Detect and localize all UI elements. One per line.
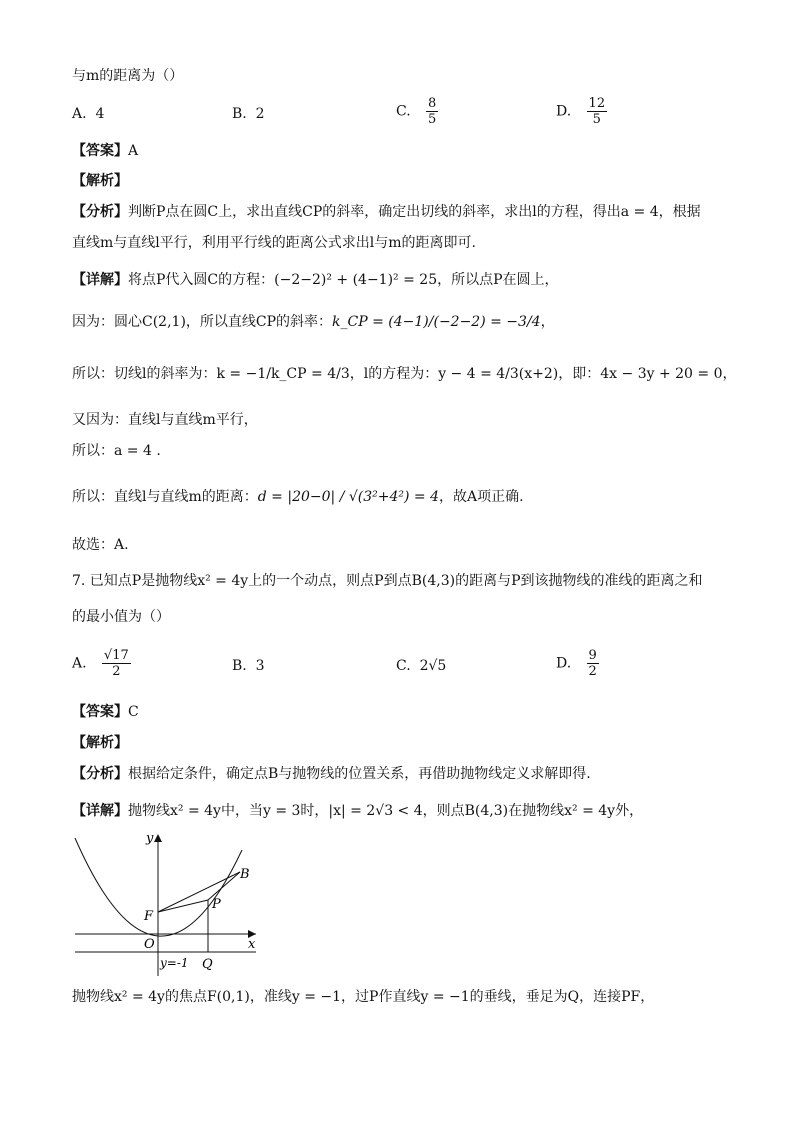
q6-because-line: 因为：圆心C(2,1)，所以直线CP的斜率：k_CP = (4−1)/(−2−2) = −3/4， <box>72 314 555 330</box>
y-axis-arrow <box>154 834 162 842</box>
q7-option-b: B. 3 <box>232 658 265 674</box>
q6-option-d: D. $\frac{12}{5}$ <box>556 96 606 127</box>
q6-stem-tail: 与m的距离为（） <box>72 68 184 84</box>
parabola-figure <box>70 828 270 978</box>
label-q: Q <box>202 957 213 972</box>
q7-option-c: C. 2√5 <box>396 658 447 674</box>
label-directrix: y=-1 <box>160 956 189 970</box>
q6-option-c: C. $\frac{8}{5}$ <box>396 96 437 127</box>
q6-a-line: 所以：a = 4 . <box>72 443 161 459</box>
q7-analysis-heading: 【解析】 <box>72 735 128 751</box>
q6-analysis-heading: 【解析】 <box>72 173 128 189</box>
q7-xiangjie-line1: 【详解】抛物线x² = 4y中，当y = 3时，|x| = 2√3 < 4，则点B(4,3)在抛物线x² = 4y外， <box>72 803 644 819</box>
segment-pb <box>208 872 240 900</box>
label-b: B <box>240 867 250 882</box>
label-x: x <box>248 937 256 952</box>
q7-option-a: A. $\frac{√17}{2}$ <box>72 648 129 679</box>
q7-answer: 【答案】C <box>72 704 139 720</box>
segment-fp <box>158 900 208 912</box>
q6-choose: 故选：A. <box>72 537 129 553</box>
label-f: F <box>144 909 154 924</box>
q6-distance-line: 所以：直线l与直线m的距离：d = |20−0| / √(3²+4²) = 4，故A项正确. <box>72 489 524 505</box>
q6-answer: 【答案】A <box>72 143 139 159</box>
label-y: y <box>146 831 154 846</box>
q7-option-d: D. $\frac{9}{2}$ <box>556 648 597 679</box>
q6-option-b: B. 2 <box>232 106 265 122</box>
q6-fenxi-line1: 【分析】判断P点在圆C上，求出直线CP的斜率，确定出切线的斜率，求出l的方程，得出a = 4，根据 <box>72 204 701 220</box>
q6-parallel-line: 又因为：直线l与直线m平行， <box>72 412 258 428</box>
q6-option-a: A. 4 <box>72 106 105 122</box>
q6-slope-line: 所以：切线l的斜率为：k = −1/k_CP = 4/3，l的方程为：y − 4 = 4/3(x+2)，即：4x − 3y + 20 = 0， <box>72 366 737 382</box>
segment-fb <box>158 872 240 912</box>
q6-fenxi-line2: 直线m与直线l平行，利用平行线的距离公式求出l与m的距离即可. <box>72 235 476 251</box>
q7-last-line: 抛物线x² = 4y的焦点F(0,1)，准线y = −1，过P作直线y = −1的垂线，垂足为Q，连接PF， <box>72 989 655 1005</box>
q6-xiangjie-line1: 【详解】将点P代入圆C的方程：(−2−2)² + (4−1)² = 25，所以点P在圆上， <box>72 272 559 288</box>
label-o: O <box>144 937 155 952</box>
q7-stem-line1: 7. 已知点P是抛物线x² = 4y上的一个动点，则点P到点B(4,3)的距离与P到该抛物线的准线的距离之和 <box>72 573 703 589</box>
q7-stem-line2: 的最小值为（） <box>72 609 170 625</box>
label-p: P <box>212 897 221 912</box>
q7-fenxi: 【分析】根据给定条件，确定点B与抛物线的位置关系，再借助抛物线定义求解即得. <box>72 766 591 782</box>
